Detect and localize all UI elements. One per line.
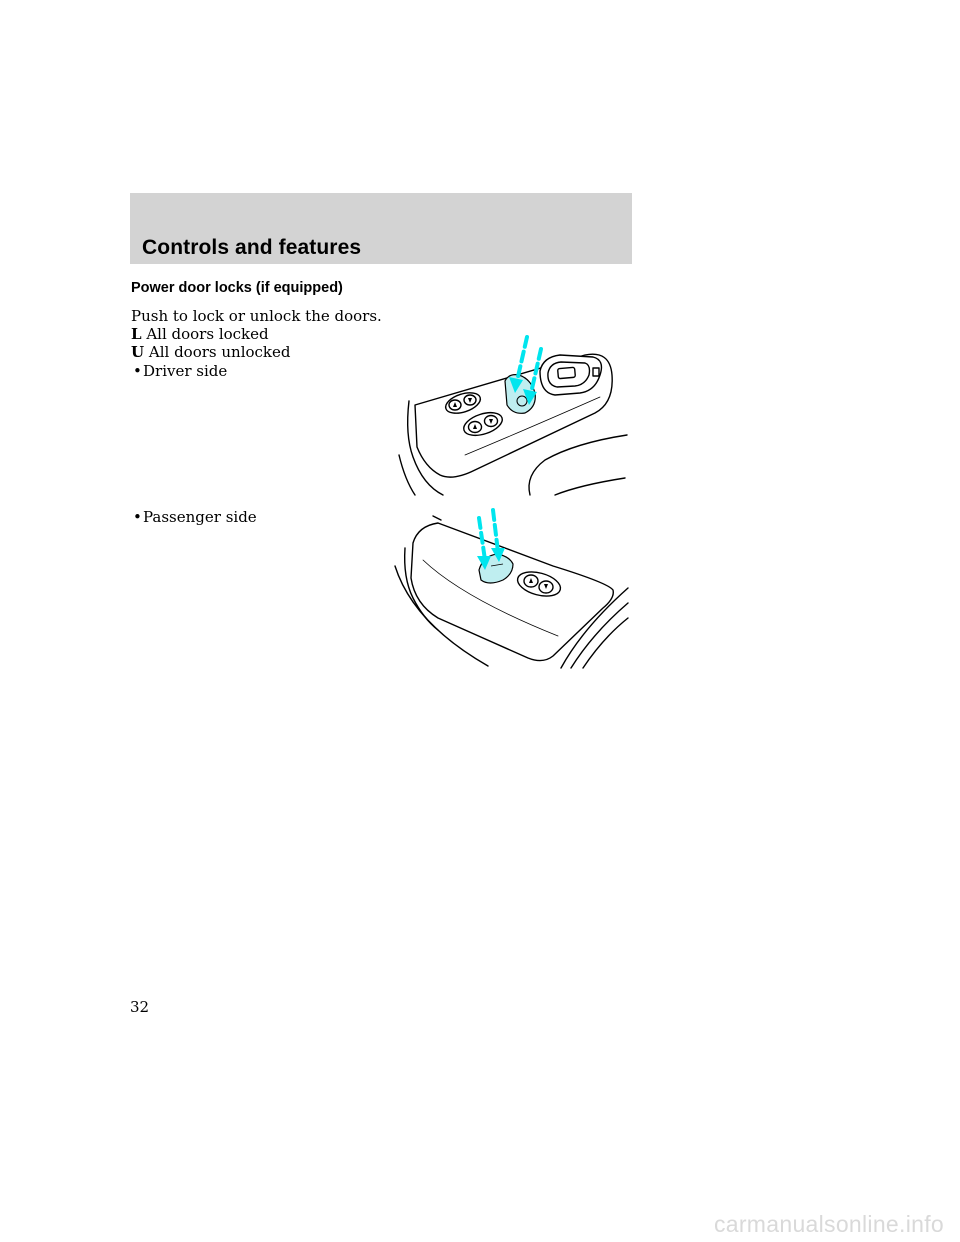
watermark[interactable]: carmanualsonline.info bbox=[713, 1211, 944, 1237]
legend-item-unlocked bbox=[131, 343, 291, 361]
legend-text: All doors locked bbox=[146, 325, 269, 343]
bullet-driver-side: Driver side bbox=[143, 362, 228, 380]
legend-item-locked bbox=[131, 325, 269, 343]
bullet-marker: • bbox=[133, 362, 142, 380]
section-heading: Power door locks (if equipped) bbox=[131, 280, 343, 296]
legend-key: U bbox=[131, 343, 145, 361]
bullet-marker: • bbox=[133, 508, 142, 526]
legend-key: L bbox=[131, 325, 142, 343]
driver-door-illustration bbox=[395, 335, 630, 500]
legend-text: All doors unlocked bbox=[148, 343, 291, 361]
bullet-passenger-side: Passenger side bbox=[143, 508, 257, 526]
passenger-door-illustration bbox=[393, 508, 630, 670]
page-number: 32 bbox=[130, 998, 150, 1016]
intro-text: Push to lock or unlock the doors. bbox=[131, 307, 382, 325]
section-header-band bbox=[130, 193, 632, 264]
page-title: Controls and features bbox=[142, 236, 362, 259]
